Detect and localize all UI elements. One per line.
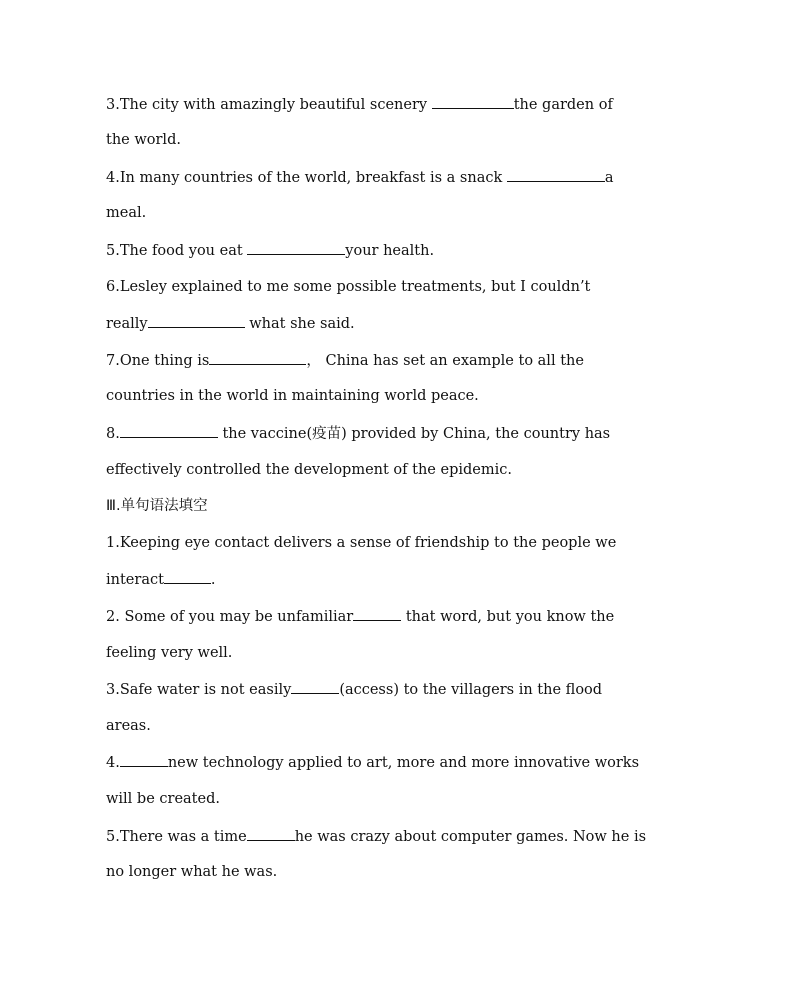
item-7-blank[interactable] [209, 350, 306, 365]
item-7-line-2: countries in the world in maintaining world peace. [106, 388, 479, 404]
item-8-text-after: the vaccine(疫苗) provided by China, the country has [217, 426, 611, 442]
item-7-line-1 [106, 350, 706, 371]
item-5-text-after: your health. [345, 243, 435, 259]
item-3-blank[interactable] [432, 94, 514, 109]
item-5-blank[interactable] [247, 240, 345, 255]
grammar-item-5-text-after: he was crazy about computer games. Now he is [294, 829, 647, 845]
item-4-line-1 [106, 167, 706, 188]
grammar-item-1-blank[interactable] [164, 569, 211, 584]
grammar-item-1-text-after: . [210, 572, 216, 588]
item-6-line-2 [106, 313, 706, 334]
grammar-item-4-text-before: 4. [106, 755, 120, 771]
item-8-line-1 [106, 423, 706, 444]
item-6-text-before: really [106, 316, 148, 332]
item-3-text-after: the garden of [513, 97, 613, 113]
grammar-item-5-blank[interactable] [247, 826, 295, 841]
section-3-heading: Ⅲ.单句语法填空 [106, 498, 208, 514]
grammar-item-4-line-1 [106, 752, 706, 773]
grammar-item-4-line-2: will be created. [106, 791, 220, 807]
grammar-item-4-blank[interactable] [120, 752, 168, 767]
grammar-item-2-blank[interactable] [353, 606, 401, 621]
grammar-item-1-line-1: 1.Keeping eye contact delivers a sense of friendship to the people we [106, 535, 617, 551]
grammar-item-5-line-1 [106, 826, 706, 847]
item-6-line-1: 6.Lesley explained to me some possible treatments, but I couldn’t [106, 279, 591, 295]
item-7-text-before: 7.One thing is [106, 353, 210, 369]
item-5-line-1 [106, 240, 706, 261]
grammar-item-2-line-2: feeling very well. [106, 645, 233, 661]
item-5-text-before: 5.The food you eat [106, 243, 248, 259]
grammar-item-4-text-after: new technology applied to art, more and more innovative works [167, 755, 640, 771]
item-6-blank[interactable] [148, 313, 245, 328]
grammar-item-1-text-before: interact [106, 572, 164, 588]
grammar-item-3-blank[interactable] [291, 679, 339, 694]
grammar-item-2-text-before: 2. Some of you may be unfamiliar [106, 609, 354, 625]
item-4-text-after: a [604, 170, 614, 186]
item-8-text-before: 8. [106, 426, 120, 442]
grammar-item-3-text-after: (access) to the villagers in the flood [339, 682, 603, 698]
grammar-item-2-text-after: that word, but you know the [401, 609, 615, 625]
item-4-line-2: meal. [106, 205, 147, 221]
item-3-text-before: 3.The city with amazingly beautiful scenery [106, 97, 432, 113]
grammar-item-3-line-2: areas. [106, 718, 151, 734]
item-3-line-1 [106, 94, 706, 115]
grammar-item-5-text-before: 5.There was a time [106, 829, 247, 845]
item-7-text-after: ， China has set an example to all the [306, 353, 584, 369]
grammar-item-2-line-1 [106, 606, 706, 627]
item-8-blank[interactable] [120, 423, 218, 438]
grammar-item-3-text-before: 3.Safe water is not easily [106, 682, 292, 698]
item-4-blank[interactable] [507, 167, 605, 182]
grammar-item-5-line-2: no longer what he was. [106, 864, 278, 880]
grammar-item-1-line-2 [106, 569, 706, 590]
item-6-text-after: what she said. [244, 316, 355, 332]
item-8-line-2: effectively controlled the development of the epidemic. [106, 462, 512, 478]
item-3-line-2: the world. [106, 132, 181, 148]
item-4-text-before: 4.In many countries of the world, breakfast is a snack [106, 170, 507, 186]
grammar-item-3-line-1 [106, 679, 706, 700]
